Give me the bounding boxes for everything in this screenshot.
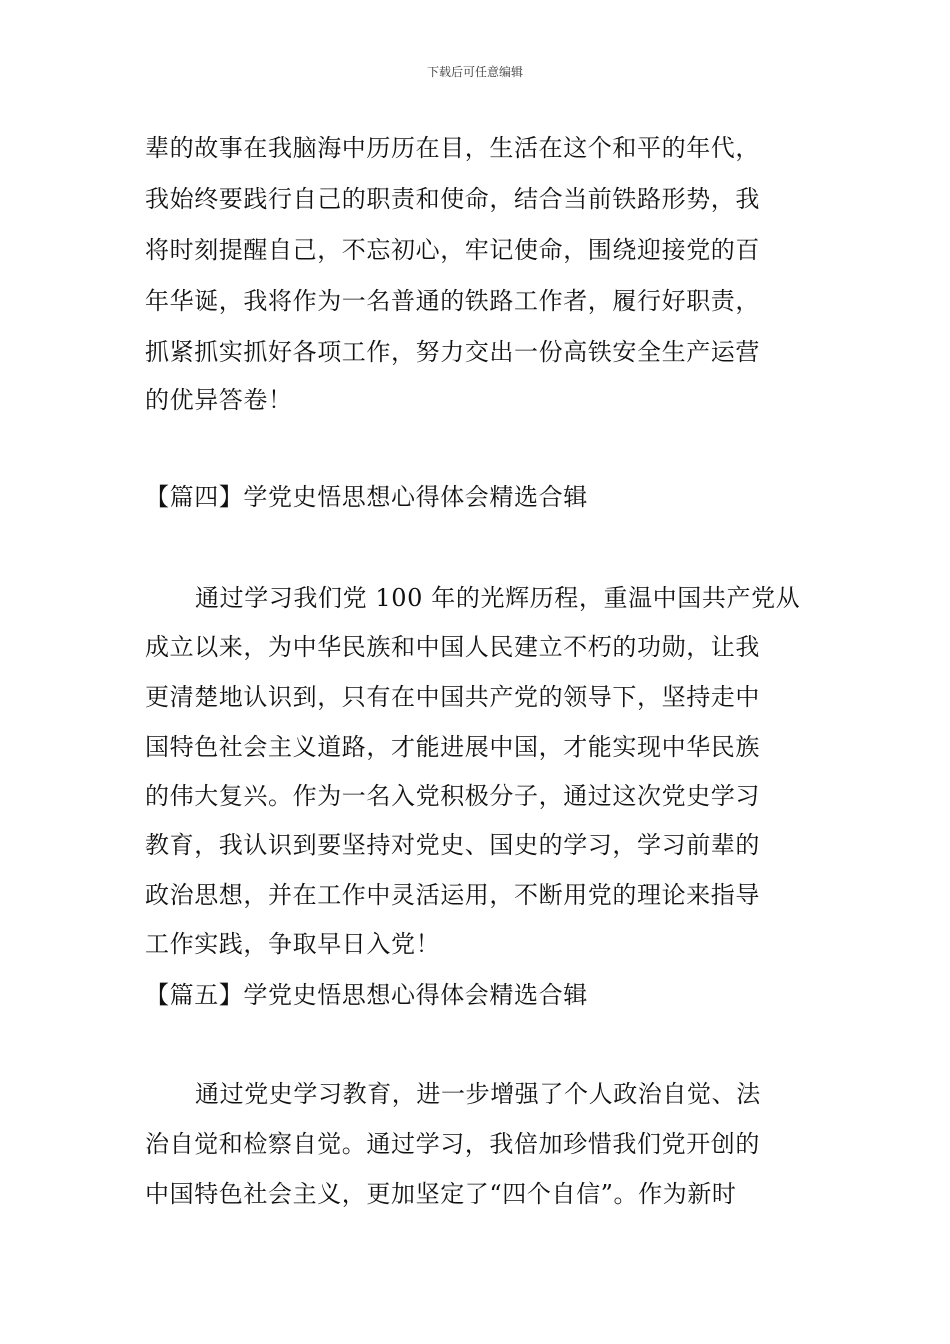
paragraph-line: 年华诞，我将作为一名普通的铁路工作者，履行好职责， — [145, 287, 760, 315]
paragraph-line: 的优异答卷！ — [145, 386, 293, 414]
paragraph-line: 政治思想，并在工作中灵活运用，不断用党的理论来指导 — [145, 881, 760, 909]
paragraph-line: 通过学习我们党 100 年的光辉历程，重温中国共产党从 — [195, 584, 801, 612]
paragraph-line: 国特色社会主义道路，才能进展中国，才能实现中华民族 — [145, 733, 760, 761]
paragraph-line: 治自觉和检察自觉。通过学习，我倍加珍惜我们党开创的 — [145, 1130, 760, 1158]
paragraph-line: 教育，我认识到要坚持对党史、国史的学习，学习前辈的 — [145, 831, 760, 859]
page-header-note: 下载后可任意编辑 — [426, 65, 523, 79]
paragraph-line: 抓紧抓实抓好各项工作，努力交出一份高铁安全生产运营 — [145, 338, 760, 366]
paragraph-line: 将时刻提醒自己，不忘初心，牢记使命，围绕迎接党的百 — [145, 236, 760, 264]
paragraph-line: 的伟大复兴。作为一名入党积极分子，通过这次党史学习 — [145, 782, 760, 810]
paragraph-line: 辈的故事在我脑海中历历在目，生活在这个和平的年代， — [145, 134, 760, 162]
paragraph-line: 中国特色社会主义，更加坚定了“四个自信”。作为新时 — [145, 1180, 737, 1208]
paragraph-line: 更清楚地认识到，只有在中国共产党的领导下，坚持走中 — [145, 683, 760, 711]
section-title: 【篇五】学党史悟思想心得体会精选合辑 — [145, 981, 588, 1009]
paragraph-line: 成立以来，为中华民族和中国人民建立不朽的功勋，让我 — [145, 633, 760, 661]
paragraph-line: 通过党史学习教育，进一步增强了个人政治自觉、法 — [195, 1080, 761, 1108]
paragraph-line: 工作实践，争取早日入党！ — [145, 930, 441, 958]
section-title: 【篇四】学党史悟思想心得体会精选合辑 — [145, 483, 588, 511]
paragraph-line: 我始终要践行自己的职责和使命，结合当前铁路形势，我 — [145, 185, 760, 213]
